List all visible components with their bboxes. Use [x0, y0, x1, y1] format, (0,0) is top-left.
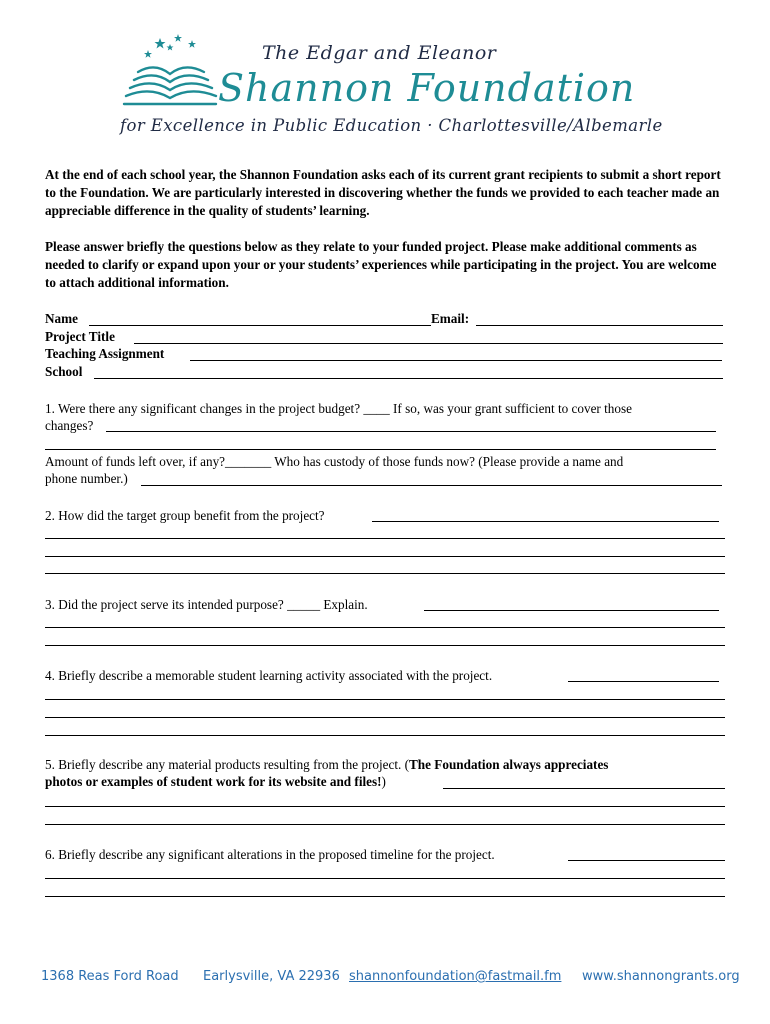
- school-field[interactable]: [94, 378, 723, 379]
- question-5-continued: [45, 774, 386, 790]
- question-1-funds: Amount of funds left over, if any?_______ Who has custody of those funds now? (Please provide a name and: [45, 454, 624, 469]
- answer-6-line[interactable]: [45, 896, 725, 897]
- teaching-assignment-field[interactable]: [190, 360, 722, 361]
- answer-4-line[interactable]: [45, 717, 725, 718]
- question-5-close-paren: ): [381, 774, 386, 789]
- foundation-logo: [120, 32, 663, 142]
- project-title-label: Project Title: [45, 329, 115, 344]
- open-book-stars-icon: [120, 32, 220, 112]
- answer-4-line[interactable]: [568, 681, 719, 682]
- question-6: 6. Briefly describe any significant alterations in the proposed timeline for the project.: [45, 847, 495, 862]
- footer-website[interactable]: www.shannongrants.org: [582, 969, 740, 984]
- question-5-text: 5. Briefly describe any material products resulting from the project. (: [45, 757, 410, 772]
- answer-2-line[interactable]: [45, 573, 725, 574]
- answer-4-line[interactable]: [45, 699, 725, 700]
- project-title-field[interactable]: [134, 343, 723, 344]
- teaching-assignment-label: Teaching Assignment: [45, 346, 165, 361]
- answer-1-line[interactable]: [106, 431, 716, 432]
- answer-2-line[interactable]: [45, 538, 725, 539]
- question-5-note-continued: photos or examples of student work for its website and files!: [45, 774, 382, 789]
- question-1: 1. Were there any significant changes in the project budget? ____ If so, was your grant sufficient to cover those: [45, 401, 632, 416]
- answer-2-line[interactable]: [372, 521, 719, 522]
- logo-main-title: Shannon Foundation: [218, 66, 636, 110]
- answer-2-line[interactable]: [45, 556, 725, 557]
- answer-6-line[interactable]: [45, 878, 725, 879]
- intro-paragraph: At the end of each school year, the Shannon Foundation asks each of its current grant recipients to submit a short report to the Foundation. We are particularly interested in discovering whether the funds we provided to each teacher made an appreciable difference in the quality of students’ learning.: [45, 167, 721, 218]
- answer-4-line[interactable]: [45, 735, 725, 736]
- question-5-note: The Foundation always appreciates: [409, 757, 609, 772]
- answer-3-line[interactable]: [45, 627, 725, 628]
- question-1-phone: phone number.): [45, 471, 128, 486]
- name-field[interactable]: [89, 325, 431, 326]
- footer-email-wrapper: [349, 969, 561, 984]
- question-3: 3. Did the project serve its intended purpose? _____ Explain.: [45, 597, 368, 612]
- footer-address: 1368 Reas Ford Road: [41, 969, 179, 984]
- answer-3-line[interactable]: [424, 610, 719, 611]
- name-label: Name: [45, 311, 78, 326]
- logo-top-line: The Edgar and Eleanor: [262, 42, 497, 64]
- school-label: School: [45, 364, 83, 379]
- answer-5-line[interactable]: [443, 788, 725, 789]
- footer-city: Earlysville, VA 22936: [203, 969, 340, 984]
- answer-6-line[interactable]: [568, 860, 725, 861]
- question-1-continued: changes?: [45, 418, 94, 433]
- answer-1-phone-line[interactable]: [141, 485, 722, 486]
- footer-email-link[interactable]: shannonfoundation@fastmail.fm: [349, 969, 562, 984]
- logo-subtitle: for Excellence in Public Education · Charlottesville/Albemarle: [120, 116, 663, 135]
- instructions-paragraph: Please answer briefly the questions below as they relate to your funded project. Please make additional comments as needed to clarify or expand upon your or your students’ experiences while participating in the project. You are welcome to attach additional information.: [45, 239, 717, 290]
- answer-3-line[interactable]: [45, 645, 725, 646]
- email-field[interactable]: [476, 325, 723, 326]
- question-5: [45, 757, 608, 773]
- answer-5-line[interactable]: [45, 806, 725, 807]
- answer-5-line[interactable]: [45, 824, 725, 825]
- answer-1-line[interactable]: [45, 449, 716, 450]
- question-4: 4. Briefly describe a memorable student learning activity associated with the project.: [45, 668, 493, 683]
- email-label: Email:: [431, 311, 470, 326]
- question-2: 2. How did the target group benefit from the project?: [45, 508, 325, 523]
